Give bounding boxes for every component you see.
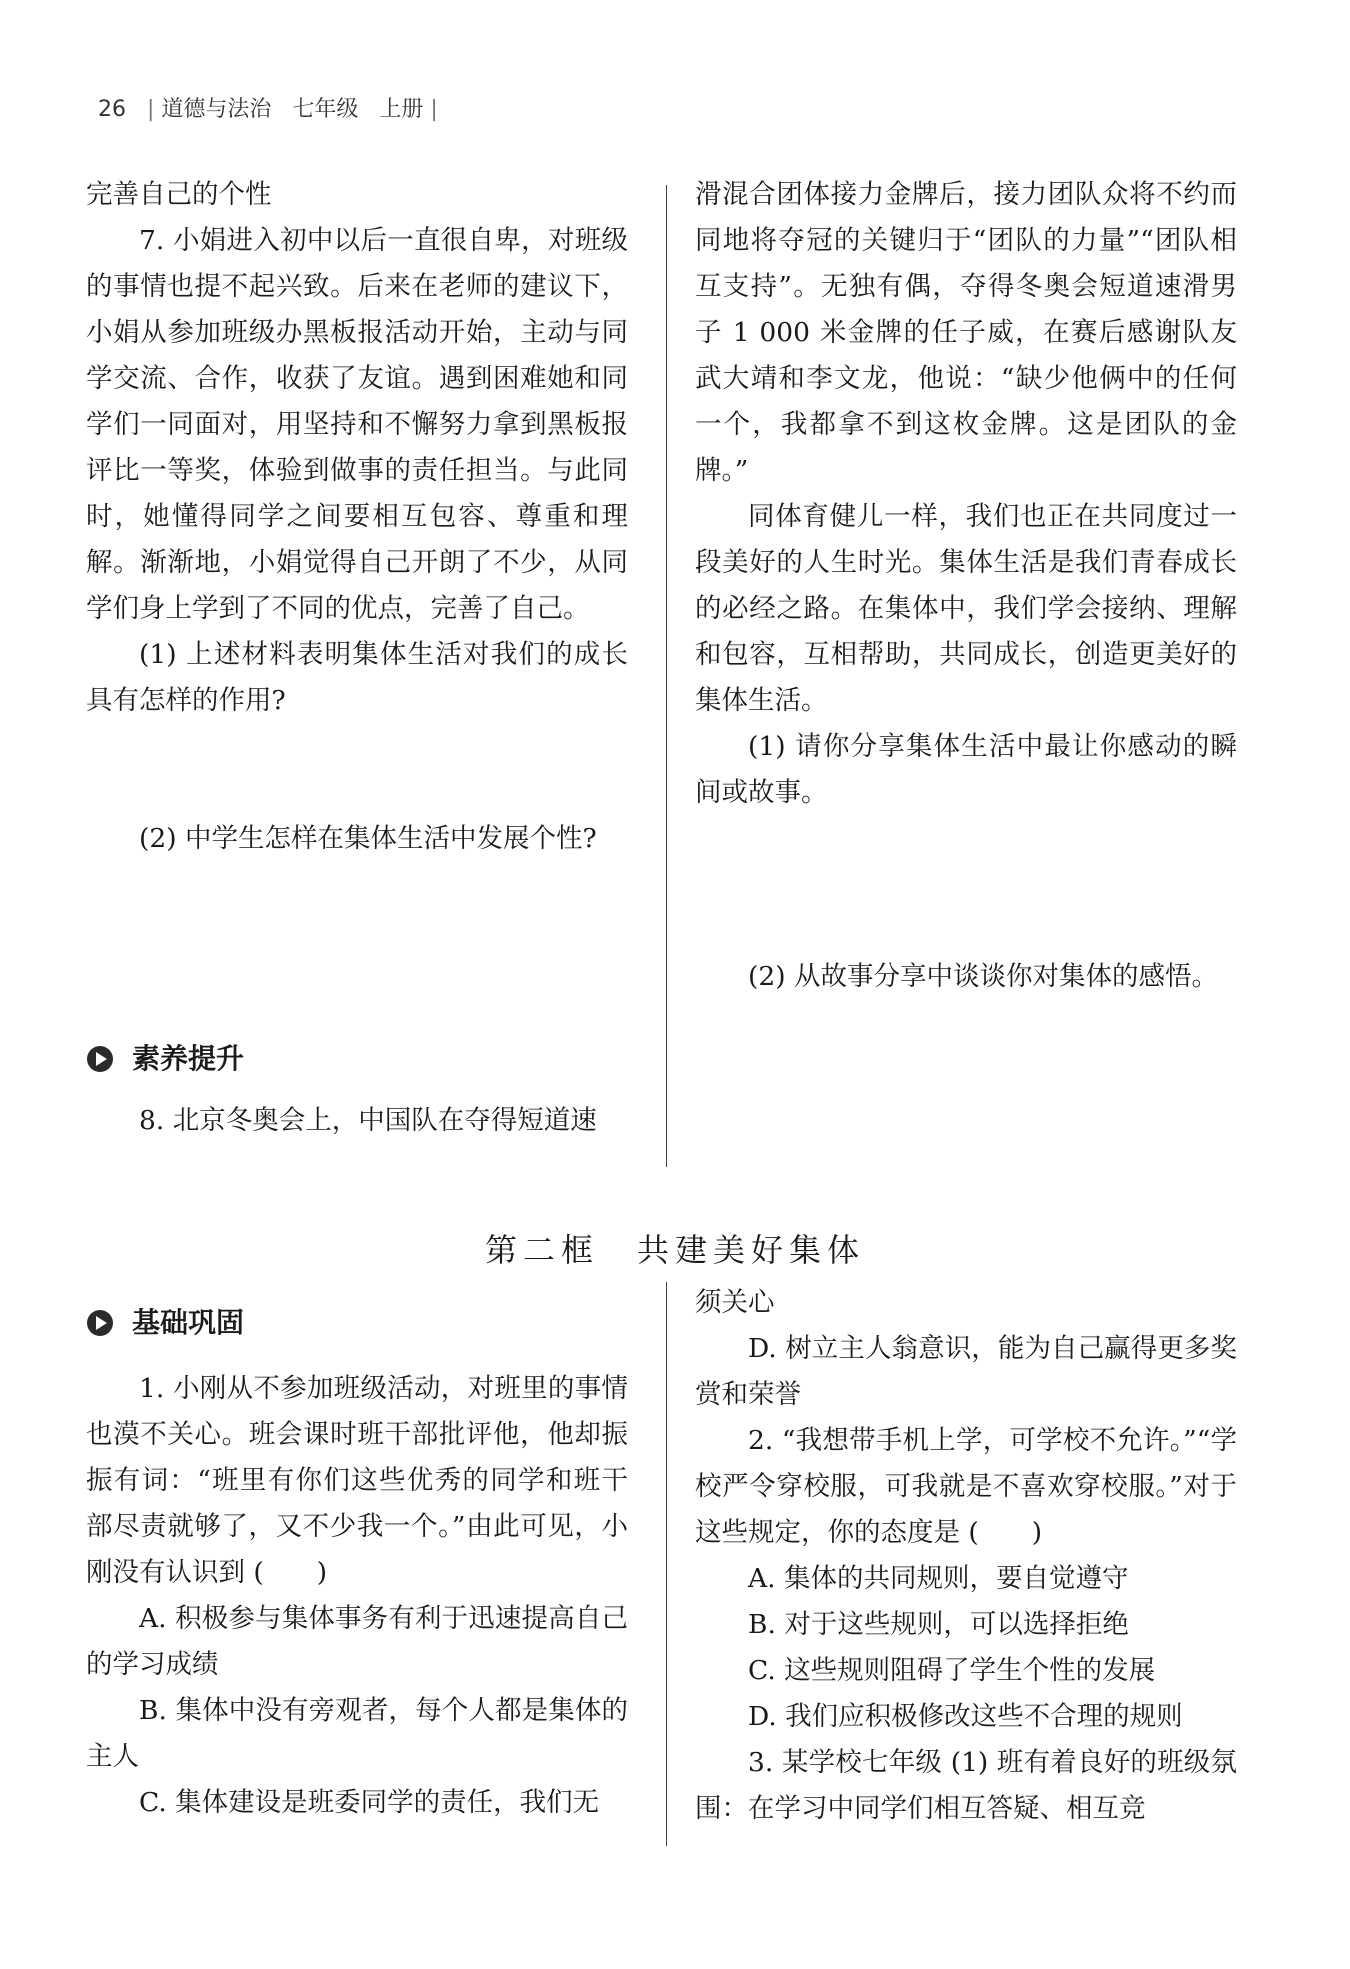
paragraph-continuation: 完善自己的个性 [86,179,272,210]
section-heading-label: 素养提升 [132,1042,245,1075]
left-column-bottom [86,1300,628,1826]
question-7-sub-2: (2) 中学生怎样在集体生活中发展个性? [139,823,597,854]
question-3-stem: 3. 某学校七年级 (1) 班有着良好的班级氛围：在学习中同学们相互答疑、相互竞 [695,1747,1237,1824]
question-7-text: 7. 小娟进入初中以后一直很自卑，对班级的事情也提不起兴致。后来在老师的建议下，小娟从参加班级办黑板报活动开始，主动与同学交流、合作，收获了友谊。遇到困难她和同学们一同面对，用坚持和不懈努力拿到黑板报评比一等奖，体验到做事的责任担当。与此同时，她懂得同学之间要相互包容、尊重和理解。渐渐地，小娟觉得自己开朗了不少，从同学们身上学到了不同的优点，完善了自己。 [86,225,628,624]
right-column-top [695,172,1237,1000]
column-divider-top [666,185,667,1167]
play-circle-icon [86,1309,114,1337]
subsection-title: 第二框 共建美好集体 [484,1231,865,1269]
question-7-sub-1: (1) 上述材料表明集体生活对我们的成长具有怎样的作用? [86,639,628,716]
question-1-stem: 1. 小刚从不参加班级活动，对班里的事情也漠不关心。班会课时班干部批评他，他却振振有词：“班里有你们这些优秀的同学和班干部尽责就够了，又不少我一个。”由此可见，小刚没有认识到 ( ) [86,1373,628,1588]
question-8-paragraph-2: 同体育健儿一样，我们也正在共同度过一段美好的人生时光。集体生活是我们青春成长的必经之路。在集体中，我们学会接纳、理解和包容，互相帮助，共同成长，创造更美好的集体生活。 [695,501,1237,716]
question-2-stem: 2. “我想带手机上学，可学校不允许。”“学校严令穿校服，可我就是不喜欢穿校服。”对于这些规定，你的态度是 ( ) [695,1425,1237,1548]
volume-label: 上册 [379,97,424,122]
question-2-option-d: D. 我们应积极修改这些不合理的规则 [748,1701,1183,1732]
section-heading-basics [86,1300,628,1346]
section-heading-label: 基础巩固 [132,1306,245,1339]
question-8-sub-2: (2) 从故事分享中谈谈你对集体的感悟。 [748,961,1218,992]
header-separator-end: | [430,97,438,122]
page-number: 26 [98,97,126,122]
section-heading-literacy [86,1036,628,1082]
question-1-option-a: A. 积极参与集体事务有利于迅速提高自己的学习成绩 [86,1603,628,1680]
left-column-top [86,172,628,1144]
right-column-bottom [695,1280,1237,1832]
question-1-option-b: B. 集体中没有旁观者，每个人都是集体的主人 [86,1695,628,1772]
question-8-sub-1: (1) 请你分享集体生活中最让你感动的瞬间或故事。 [695,731,1237,808]
grade-label: 七年级 [292,97,359,122]
column-divider-bottom [666,1282,667,1846]
question-1-option-d: D. 树立主人翁意识，能为自己赢得更多奖赏和荣誉 [695,1333,1237,1410]
question-8-continuation: 滑混合团体接力金牌后，接力团队众将不约而同地将夺冠的关键归于“团队的力量”“团队相互支持”。无独有偶，夺得冬奥会短道速滑男子 1 000 米金牌的任子威，在赛后感谢队友武大靖和李文龙，他说：“缺少他俩中的任何一个，我都拿不到这枚金牌。这是团队的金牌。” [695,179,1237,486]
header-separator: | [146,97,155,122]
question-2-option-c: C. 这些规则阻碍了学生个性的发展 [748,1655,1156,1686]
question-1-option-c-continuation: 须关心 [695,1287,775,1318]
question-8-start: 8. 北京冬奥会上，中国队在夺得短道速 [139,1105,597,1136]
question-2-option-b: B. 对于这些规则，可以选择拒绝 [748,1609,1129,1640]
question-2-option-a: A. 集体的共同规则，要自觉遵守 [748,1563,1129,1594]
play-circle-icon [86,1045,114,1073]
page-header [98,92,438,123]
question-1-option-c: C. 集体建设是班委同学的责任，我们无 [139,1787,600,1818]
book-title: 道德与法治 [161,97,272,122]
